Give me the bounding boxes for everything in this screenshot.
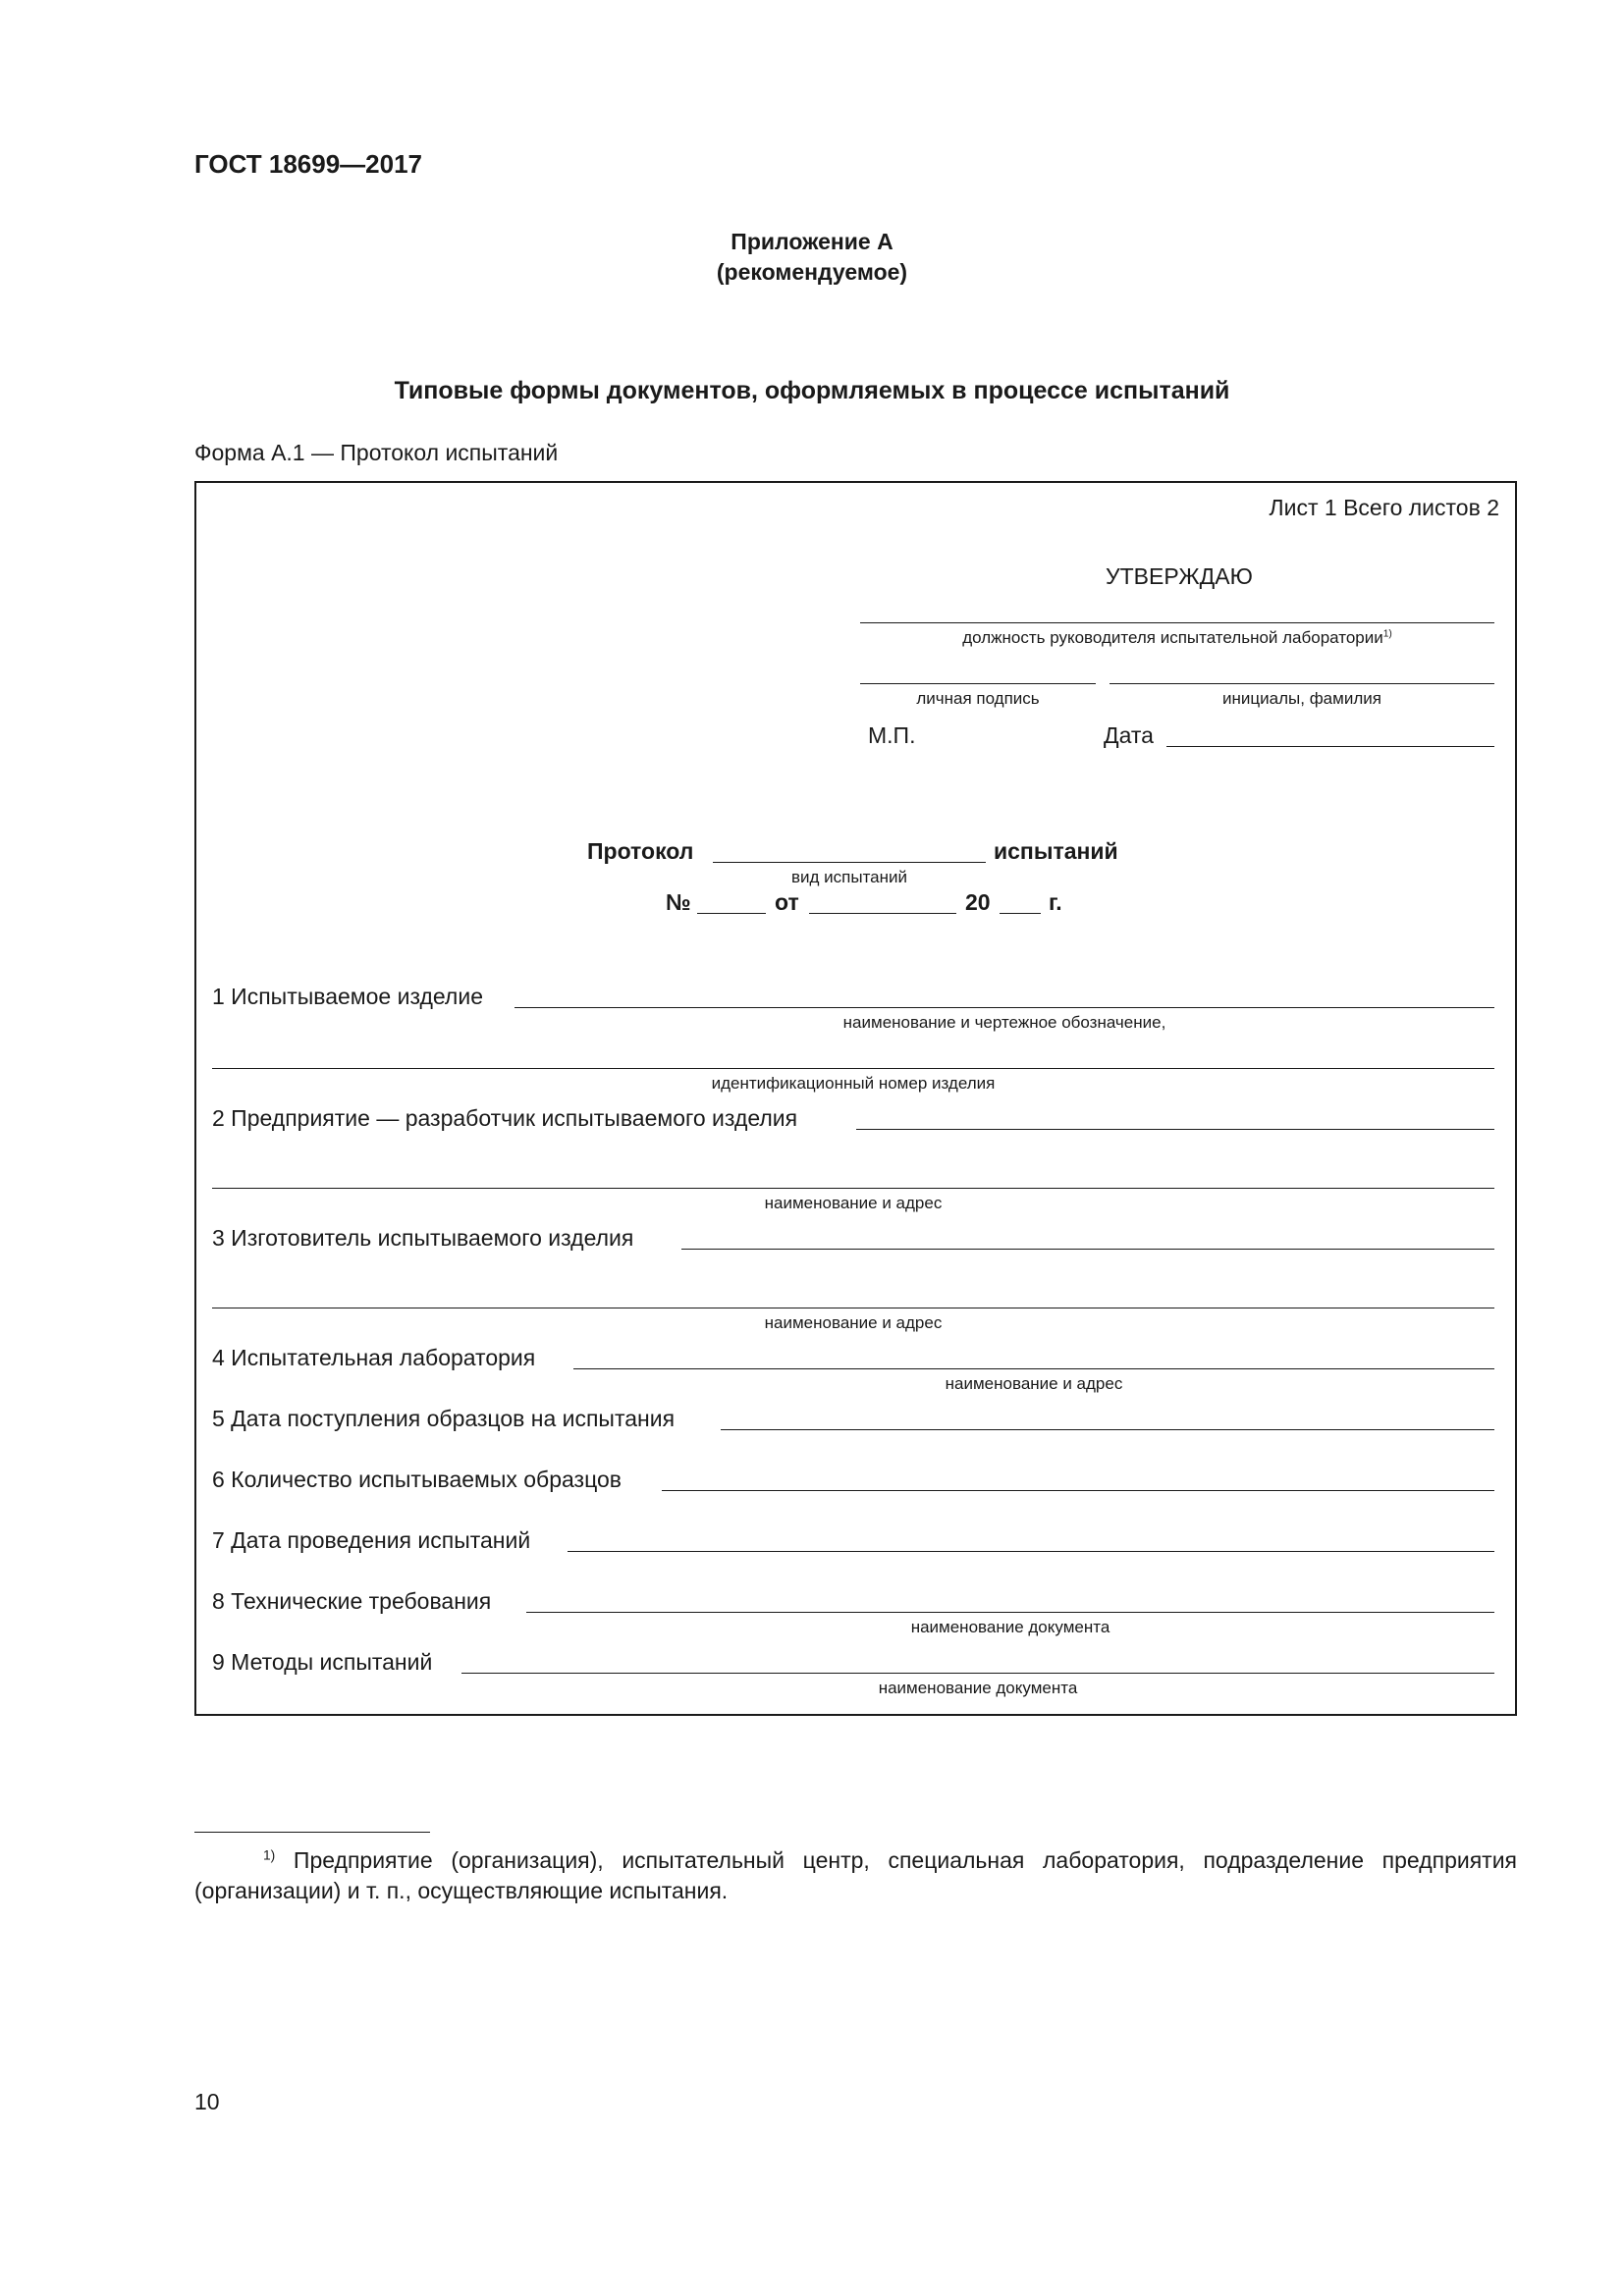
position-line[interactable] bbox=[860, 622, 1494, 623]
name-caption: инициалы, фамилия bbox=[1222, 689, 1381, 708]
item-8-label: 8 Технические требования bbox=[212, 1588, 492, 1614]
protocol-form bbox=[194, 481, 1517, 1716]
signature-caption: личная подпись bbox=[916, 689, 1040, 708]
item-3-caption: наименование и адрес bbox=[764, 1313, 943, 1332]
footnote bbox=[194, 1845, 1517, 1906]
item-2-line-2[interactable] bbox=[212, 1188, 1494, 1189]
year-prefix: 20 bbox=[965, 889, 991, 915]
position-caption: должность руководителя испытательной лаборатории$^{1)}$ bbox=[962, 628, 1392, 647]
date-label: Дата bbox=[1104, 722, 1154, 748]
approval-date-line[interactable] bbox=[1166, 746, 1494, 747]
item-1-caption: наименование и чертежное обозначение, bbox=[842, 1013, 1166, 1032]
footnote-rule bbox=[194, 1832, 430, 1833]
item-7-label: 7 Дата проведения испытаний bbox=[212, 1527, 531, 1553]
item-7-line[interactable] bbox=[568, 1551, 1494, 1552]
item-4-label: 4 Испытательная лаборатория bbox=[212, 1345, 536, 1370]
protocol-year-line[interactable] bbox=[1000, 913, 1041, 914]
item-9-line[interactable] bbox=[461, 1673, 1494, 1674]
item-8-caption: наименование документа bbox=[910, 1618, 1110, 1636]
document-code: ГОСТ 18699—2017 bbox=[194, 149, 422, 179]
item-4-caption: наименование и адрес bbox=[945, 1374, 1123, 1393]
item-1-caption-2: идентификационный номер изделия bbox=[711, 1074, 996, 1093]
item-6-label: 6 Количество испытываемых образцов bbox=[212, 1467, 623, 1492]
form-caption: Форма А.1 — Протокол испытаний bbox=[194, 440, 559, 465]
stamp-label: М.П. bbox=[868, 722, 916, 748]
protocol-word: Протокол bbox=[587, 838, 694, 864]
item-5-label: 5 Дата поступления образцов на испытания bbox=[212, 1406, 676, 1431]
section-title: Типовые формы документов, оформляемых в процессе испытаний bbox=[394, 377, 1230, 404]
sheet-info: Лист 1 Всего листов 2 bbox=[1269, 495, 1499, 520]
number-sign: № bbox=[666, 889, 691, 915]
year-suffix: г. bbox=[1049, 889, 1062, 915]
item-6-line[interactable] bbox=[662, 1490, 1494, 1491]
footnote-marker: 1) bbox=[263, 1847, 276, 1863]
test-type-line[interactable] bbox=[713, 862, 986, 863]
protocol-date-line[interactable] bbox=[809, 913, 956, 914]
appendix-title: Приложение А bbox=[731, 229, 893, 254]
item-8-line[interactable] bbox=[526, 1612, 1494, 1613]
tests-word: испытаний bbox=[994, 838, 1118, 864]
item-1-label: 1 Испытываемое изделие bbox=[212, 984, 483, 1009]
page-number: 10 bbox=[194, 2089, 220, 2114]
item-2-line[interactable] bbox=[856, 1129, 1494, 1130]
item-2-label: 2 Предприятие — разработчик испытываемого изделия bbox=[212, 1105, 798, 1131]
item-1-line-2[interactable] bbox=[212, 1068, 1494, 1069]
from-word: от bbox=[775, 889, 799, 915]
item-1-line[interactable] bbox=[514, 1007, 1494, 1008]
item-5-line[interactable] bbox=[721, 1429, 1494, 1430]
name-line[interactable] bbox=[1110, 683, 1494, 684]
protocol-number-line[interactable] bbox=[697, 913, 766, 914]
item-2-caption: наименование и адрес bbox=[764, 1194, 943, 1212]
item-3-label: 3 Изготовитель испытываемого изделия bbox=[212, 1225, 634, 1251]
item-9-caption: наименование документа bbox=[878, 1679, 1078, 1697]
item-3-line[interactable] bbox=[681, 1249, 1494, 1250]
item-4-line[interactable] bbox=[573, 1368, 1494, 1369]
appendix-type: (рекомендуемое) bbox=[716, 259, 908, 285]
approve-heading: УТВЕРЖДАЮ bbox=[1106, 563, 1253, 589]
test-type-caption: вид испытаний bbox=[790, 868, 908, 886]
signature-line[interactable] bbox=[860, 683, 1096, 684]
footnote-text: Предприятие (организация), испытательный центр, специальная лаборатория, подразделение предприятия (организации) и т. п., осуществляющие испытания. bbox=[194, 1847, 1517, 1903]
item-9-label: 9 Методы испытаний bbox=[212, 1649, 433, 1675]
